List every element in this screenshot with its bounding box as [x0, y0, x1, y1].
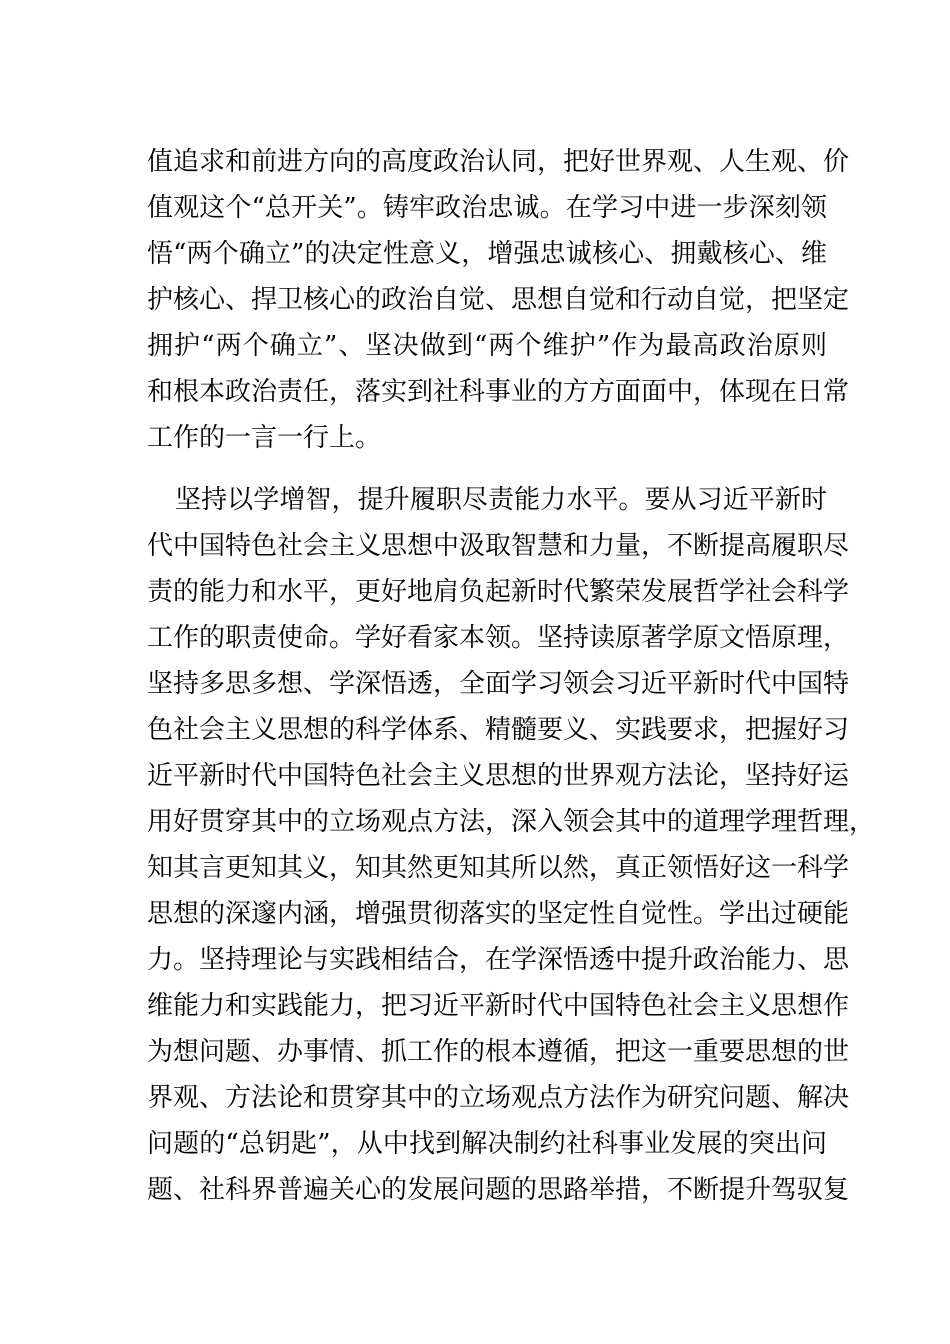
paragraph-spacing — [147, 461, 827, 477]
text-line: 维能力和实践能力，把习近平新时代中国特色社会主义思想作 — [147, 991, 850, 1021]
text-line: 近平新时代中国特色社会主义思想的世界观方法论，坚持好运 — [147, 761, 850, 791]
text-line: 用好贯穿其中的立场观点方法，深入领会其中的道理学理哲理， — [147, 807, 876, 837]
text-line: 色社会主义思想的科学体系、精髓要义、实践要求，把握好习 — [147, 715, 850, 745]
text-line: 思想的深邃内涵，增强贯彻落实的坚定性自觉性。学出过硬能 — [147, 899, 850, 929]
body-text — [147, 139, 876, 1213]
text-line: 和根本政治责任，落实到社科事业的方方面面中，体现在日常 — [147, 377, 850, 407]
text-line: 责的能力和水平，更好地肩负起新时代繁荣发展哲学社会科学 — [147, 577, 850, 607]
text-line: 代中国特色社会主义思想中汲取智慧和力量，不断提高履职尽 — [147, 531, 850, 561]
text-line: 题、社科界普遍关心的发展问题的思路举措，不断提升驾驭复 — [147, 1175, 850, 1205]
text-line: 问题的“总钥匙”，从中找到解决制约社科事业发展的突出问 — [147, 1129, 827, 1159]
text-line: 知其言更知其义，知其然更知其所以然，真正领悟好这一科学 — [147, 853, 850, 883]
text-line: 护核心、捍卫核心的政治自觉、思想自觉和行动自觉，把坚定 — [147, 285, 850, 315]
text-line: 拥护“两个确立”、坚决做到“两个维护”作为最高政治原则 — [147, 331, 827, 361]
text-line: 力。坚持理论与实践相结合，在学深悟透中提升政治能力、思 — [147, 945, 850, 975]
paragraph-2 — [147, 477, 876, 1213]
text-line: 工作的职责使命。学好看家本领。坚持读原著学原文悟原理， — [147, 623, 850, 653]
text-line: 悟“两个确立”的决定性意义，增强忠诚核心、拥戴核心、维 — [147, 239, 827, 269]
text-line: 界观、方法论和贯穿其中的立场观点方法作为研究问题、解决 — [147, 1083, 850, 1113]
text-line: 值观这个“总开关”。铸牢政治忠诚。在学习中进一步深刻领 — [147, 193, 827, 223]
text-line: 为想问题、办事情、抓工作的根本遵循，把这一重要思想的世 — [147, 1037, 850, 1067]
text-line: 坚持以学增智，提升履职尽责能力水平。要从习近平新时 — [175, 485, 827, 515]
text-line: 工作的一言一行上。 — [147, 423, 382, 453]
text-line: 坚持多思多想、学深悟透，全面学习领会习近平新时代中国特 — [147, 669, 850, 699]
text-line: 值追求和前进方向的高度政治认同，把好世界观、人生观、价 — [147, 147, 850, 177]
paragraph-1 — [147, 139, 850, 461]
